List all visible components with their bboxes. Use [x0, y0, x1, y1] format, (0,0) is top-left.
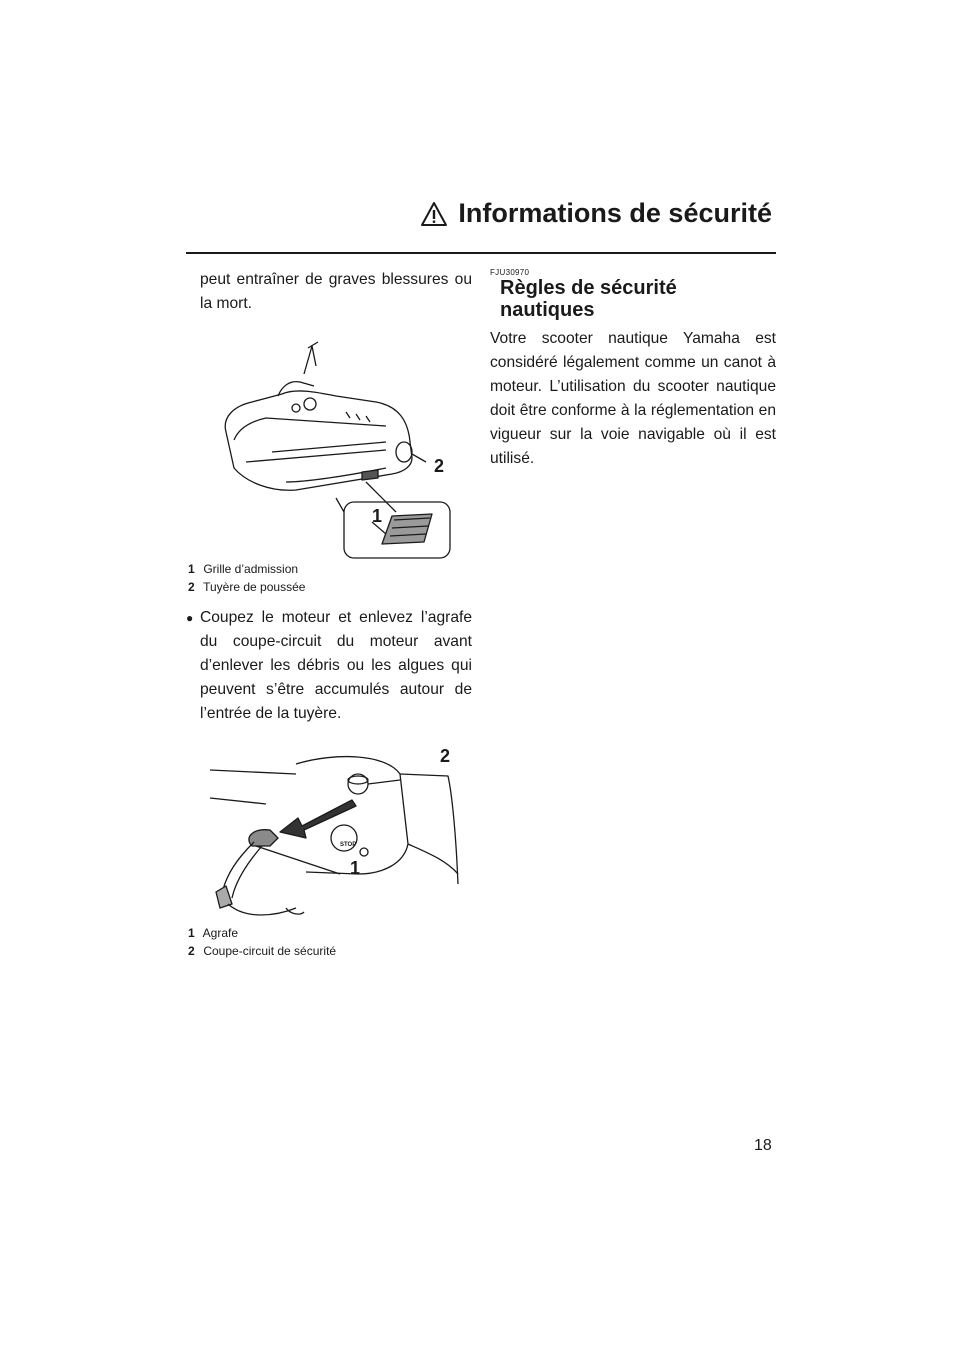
caption-item: 2 Tuyère de poussée: [188, 580, 306, 594]
callout-2: 2: [440, 746, 451, 766]
left-column: [186, 268, 472, 960]
page-number: 18: [754, 1137, 772, 1154]
reference-code: FJU30970: [490, 268, 530, 277]
jetski-illustration: [186, 322, 472, 560]
stop-label: STOP: [340, 842, 357, 848]
section-title: Règles de sécurité nautiques: [500, 277, 677, 321]
right-column: [490, 268, 776, 471]
section-paragraph: Votre scooter nautique Yamaha est considéré légalement comme un canot à moteur. L’utilisation du scooter nautique doit être conforme à la réglementation en vigueur sur la voie navigable où il est utilisé.: [490, 330, 776, 467]
caption-item: 1 Grille d’admission: [188, 562, 299, 576]
intro-text: peut entraîner de graves blessures ou la mort.: [200, 271, 472, 312]
bullet-text: Coupez le moteur et enlevez l’agrafe du coupe-circuit du moteur avant d’enlever les débris ou les algues qui peuvent s’être accumulés autour de l’entrée de la tuyère.: [200, 609, 472, 722]
caption-item: 1 Agrafe: [188, 926, 239, 940]
callout-1: 1: [350, 858, 361, 878]
header-rule: [186, 252, 776, 254]
bullet-item: [186, 606, 472, 726]
page-title-wrap: [420, 198, 772, 229]
figure2-captions: [186, 924, 472, 960]
page-header: [186, 196, 776, 256]
callout-1: 1: [372, 506, 383, 526]
handlebar-illustration: [186, 734, 472, 924]
figure-handlebar: [186, 734, 472, 924]
figure1-captions: [186, 560, 472, 596]
page-title: Informations de sécurité: [458, 198, 772, 228]
bullet-icon: ●: [186, 611, 194, 625]
callout-2: 2: [434, 456, 445, 476]
caption-item: 2 Coupe-circuit de sécurité: [188, 944, 337, 958]
warning-triangle-icon: [420, 201, 448, 227]
figure-jetski: [186, 322, 472, 560]
